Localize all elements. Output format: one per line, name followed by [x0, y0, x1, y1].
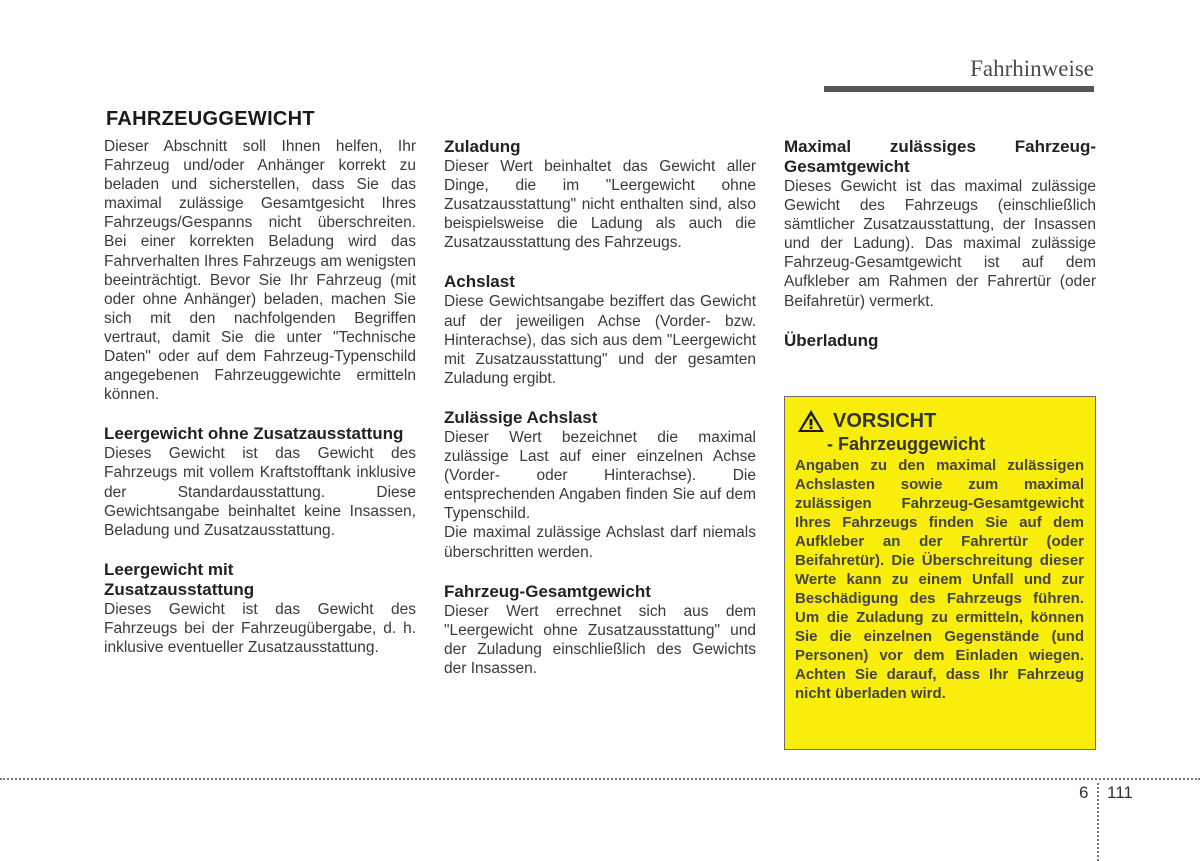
text-max-gesamtgewicht: Dieses Gewicht ist das maximal zulässige Gewicht des Fahrzeugs (einschließlich sämtlicher Zusatzausstattung, der Insassen und der Ladung). Das maximal zulässige Fahrzeug-Gesamtgewicht ist auf dem Aufkleber am Rahmen der Fahrertür (oder Beifahretür) vermerkt.	[784, 178, 1096, 310]
heading-leergewicht-mit	[104, 560, 416, 600]
page-title: FAHRZEUGGEWICHT	[106, 108, 315, 130]
text-zulaessige-achslast: Dieser Wert bezeichnet die maximal zulässige Last auf einer einzelnen Achse (Vorder- oder Hinterachse). Die entsprechenden Angaben finden Sie auf dem Typenschild.	[444, 428, 756, 523]
heading-leergewicht-mit-line1: Leergewicht mit	[104, 559, 234, 579]
heading-achslast: Achslast	[444, 272, 515, 292]
heading-leergewicht-mit-line2: Zusatzausstattung	[104, 579, 255, 599]
chapter-number: 6	[1079, 783, 1089, 802]
page-separator	[1097, 783, 1099, 861]
header-rule	[824, 86, 1094, 92]
column-2	[444, 137, 756, 678]
column-3	[784, 137, 1096, 351]
caution-header	[795, 409, 1084, 433]
text-achslast: Diese Gewichtsangabe beziffert das Gewicht auf der jeweiligen Achse (Vorder- bzw. Hinterachse), das sich aus dem "Leergewicht mit Zusatzausstattung" und der gesamten Zuladung ergibt.	[444, 293, 756, 387]
caution-title: VORSICHT	[833, 410, 937, 432]
footer-rule	[0, 778, 1200, 780]
section-name: Fahrhinweise	[970, 56, 1094, 81]
heading-ueberladung: Überladung	[784, 330, 879, 350]
heading-zulaessige-achslast: Zulässige Achslast	[444, 407, 598, 427]
page-number: 111	[1107, 783, 1133, 802]
heading-gesamtgewicht: Fahrzeug-Gesamtgewicht	[444, 581, 651, 601]
caution-box	[784, 396, 1096, 750]
heading-zuladung: Zuladung	[444, 137, 521, 156]
heading-max-gesamtgewicht: Maximal zulässiges Fahrzeug-Gesamtgewicht	[784, 137, 1096, 176]
intro-paragraph: Dieser Abschnitt soll Ihnen helfen, Ihr Fahrzeug und/oder Anhänger korrekt zu beladen und sicherstellen, dass Sie das maximal zulässige Gesamtgesicht Ihres Fahrzeugs/Gespanns nicht überschreiten. Bei einer korrekten Beladung wird das Fahrverhalten Ihres Fahrzeugs am wenigsten beeinträchtigt. Bevor Sie Ihr Fahrzeug (mit oder ohne Anhänger) beladen, machen Sie sich mit den nachfolgenden Begriffen vertraut, damit Sie die unter "Technische Daten" oder auf dem Fahrzeug-Typenschild angegebenen Fahrzeuggewichte ermitteln können.	[104, 138, 416, 404]
warning-triangle-icon	[797, 409, 825, 433]
text-leergewicht-mit: Dieses Gewicht ist das Gewicht des Fahrzeugs bei der Fahrzeugübergabe, d. h. inklusive eventueller Zusatzausstattung.	[104, 600, 416, 656]
column-1	[104, 137, 416, 657]
text-gesamtgewicht: Dieser Wert errechnet sich aus dem "Leergewicht ohne Zusatzausstattung" und der Zuladung einschließlich des Gewichts der Insassen.	[444, 602, 756, 677]
heading-leergewicht-ohne: Leergewicht ohne Zusatzausstattung	[104, 424, 404, 444]
text-zulaessige-achslast-2: Die maximal zulässige Achslast darf niemals überschritten werden.	[444, 524, 756, 561]
caution-subtitle: - Fahrzeuggewicht	[827, 434, 986, 454]
text-leergewicht-ohne: Dieses Gewicht ist das Gewicht des Fahrzeugs mit vollem Kraftstofftank inklusive der Standardausstattung. Diese Gewichtsangabe beinhaltet keine Insassen, Beladung und Zusatzausstattung.	[104, 445, 416, 539]
text-zuladung: Dieser Wert beinhaltet das Gewicht aller Dinge, die im "Leergewicht ohne Zusatzausstattung" nicht enthalten sind, also beispielsweise die Ladung als auch die Zusatzausstattung des Fahrzeugs.	[444, 158, 756, 252]
caution-text: Angaben zu den maximal zulässigen Achslasten sowie zum maximal zulässigen Fahrzeug-Gesamtgewicht Ihres Fahrzeugs finden Sie auf dem Aufkleber an der Fahrertür (oder Beifahretür). Die Überschreitung dieser Werte kann zu einem Unfall und zur Beschädigung des Fahrzeugs führen. Um die Zuladung zu ermitteln, können Sie die einzelnen Gegenstände (und Personen) vor dem Einladen wiegen. Achten Sie darauf, dass Ihr Fahrzeug nicht überladen wird.	[795, 457, 1084, 702]
